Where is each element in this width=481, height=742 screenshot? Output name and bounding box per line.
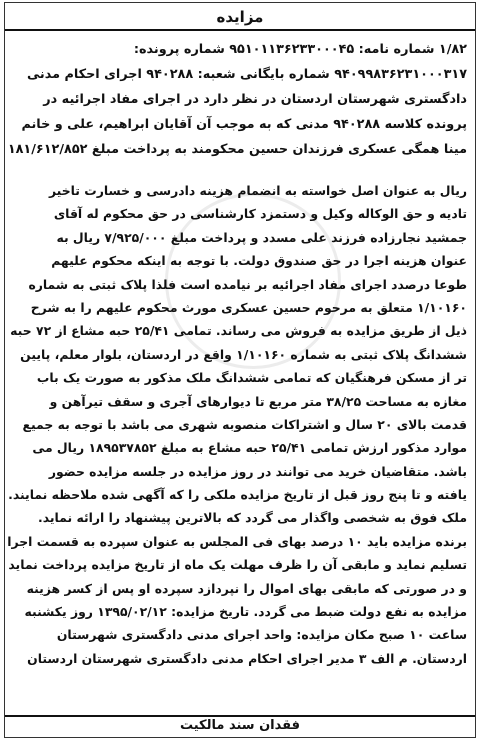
body-line: موارد مذکور ارزش تمامی ۲۵/۴۱ حبه مشاع به مبلغ ۱۸۹۵۳۷۸۵۲ ریال می <box>32 440 467 456</box>
body-line: مزایده به نفع دولت ضبط می گردد. تاریخ مزایده: ۱۳۹۵/۰۲/۱۲ روز یکشنبه <box>24 604 467 620</box>
notice-header-paragraph <box>7 37 467 162</box>
header-line: ۱/۸۲ شماره نامه: ۹۵۱۰۱۱۳۶۲۳۳۰۰۰۴۵ شماره پرونده: <box>133 42 467 57</box>
notice-title: مزایده <box>216 8 264 26</box>
body-line: یافته و تا پنج روز قبل از تاریخ مزایده ملکی را که آگهی شده ملاحظه نمایند. <box>8 487 467 503</box>
body-line: تادیه و حق الوکاله وکیل و دستمزد کارشناسی در حق محکوم له آقای <box>53 206 467 222</box>
body-line: قدمت بالای ۲۰ سال و اشتراکات منصوبه شهری می باشد با توجه به جمیع <box>22 416 467 432</box>
body-line: جمشید نجارزاده فرزند علی مسدد و پرداخت مبلغ ۷/۹۲۵/۰۰۰ ریال به <box>56 229 467 245</box>
body-line: تسلیم نماید و مابقی آن را ظرف مهلت یک ماه از تاریخ مزایده پرداخت نماید <box>8 557 467 573</box>
body-line: و در صورتی که مابقی بهای اموال را نپردازد سپرده او پس از کسر هزینه <box>26 580 467 596</box>
header-line: مینا همگی عسکری فرزندان حسین محکومند به پرداخت مبلغ ۱۸۱/۶۱۲/۸۵۲ <box>7 142 467 157</box>
body-line: ششدانگ پلاک ثبتی به شماره ۱/۱۰۱۶۰ واقع در اردستان، بلوار معلم، پایین <box>20 346 467 362</box>
body-line: ۱/۱۰۱۶۰ متعلق به مرحوم حسین عسکری مورث محکوم علیهم را به شرح <box>30 299 467 315</box>
body-line: عنوان هزینه اجرا در حق صندوق دولت. با توجه به اینکه محکوم علیهم <box>51 253 467 269</box>
title-divider <box>5 29 475 31</box>
body-line: ریال به عنوان اصل خواسته به انضمام هزینه دادرسی و خسارت تاخیر <box>48 183 467 198</box>
body-line: ذیل از طریق مزایده به فروش می رساند. تمامی ۲۵/۴۱ حبه مشاع از ۷۲ حبه <box>10 323 467 339</box>
header-line: دادگستری شهرستان اردستان در نظر دارد در اجرای مفاد اجرائیه در <box>43 92 467 107</box>
body-line: تر از مسکن فرهنگیان که تمامی ششدانگ ملک مذکور به صورت یک باب <box>36 370 467 386</box>
notice-body-paragraph <box>7 179 467 670</box>
body-line: ملک فوق به شخصی واگذار می گردد که بالاترین پیشنهاد را ارائه نماید. <box>38 510 467 526</box>
header-line: پرونده کلاسه ۹۴۰۲۸۸ مدنی که به موجب آن آقایان ابراهیم، علی و خانم <box>21 117 467 132</box>
body-line: ساعت ۱۰ صبح مکان مزایده: واحد اجرای مدنی دادگستری شهرستان <box>56 627 467 643</box>
body-line: برنده مزایده باید ۱۰ درصد بهای فی المجلس به عنوان سپرده به قسمت اجرا <box>7 533 467 549</box>
header-line: ۹۴۰۹۹۸۳۶۲۳۱۰۰۰۳۱۷ شماره بایگانی شعبه: ۹۴۰۲۸۸ اجرای احکام مدنی <box>26 67 467 82</box>
body-line: طوعا درصدد اجرای مفاد اجرائیه بر نیامده است فلذا پلاک ثبتی به شماره <box>28 276 467 292</box>
body-line: باشد. متقاضیان خرید می توانند در روز مزایده در جلسه مزایده حضور <box>48 463 467 479</box>
body-line: مغازه به مساحت ۳۸/۲۵ متر مربع تا دیوارهای آجری و سقف تیرآهن و <box>49 393 467 409</box>
next-notice-heading: فقدان سند مالکیت <box>5 715 475 737</box>
body-line: اردستان. م الف ۳ مدیر اجرای احکام مدنی دادگستری شهرستان اردستان <box>27 650 467 666</box>
notice-frame <box>4 2 476 738</box>
